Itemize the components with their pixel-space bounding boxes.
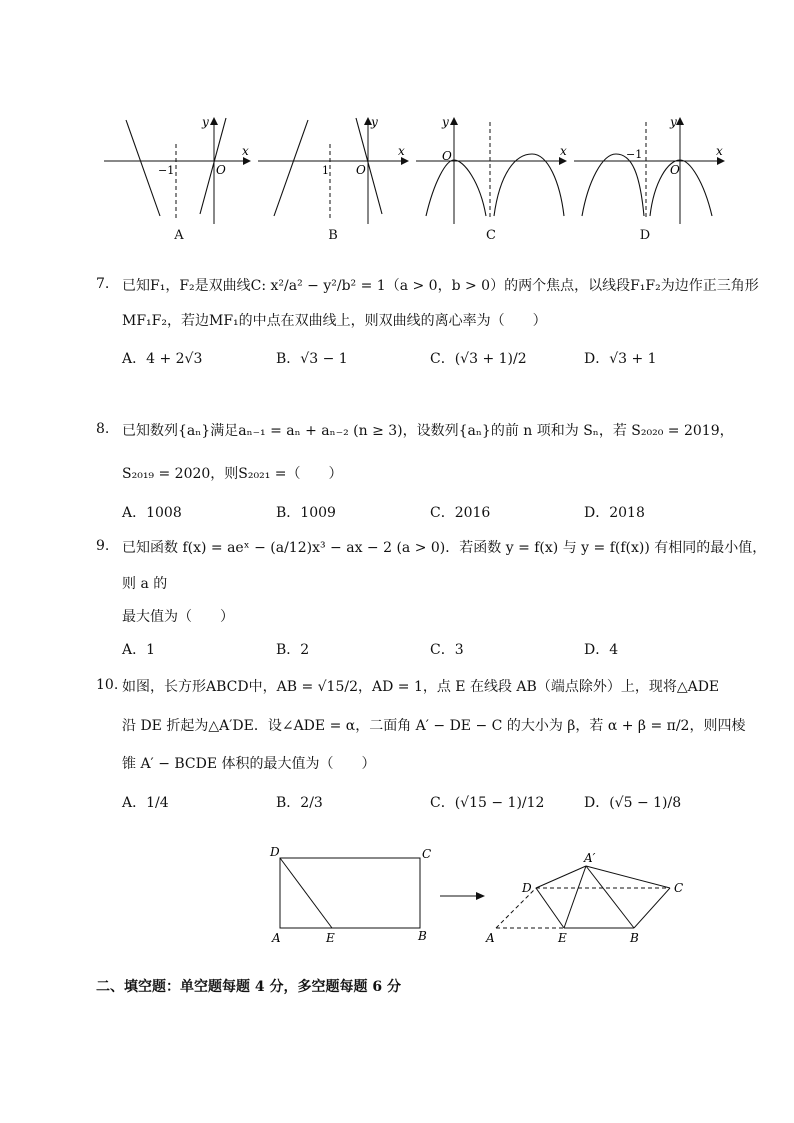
point-label: B [418,929,427,943]
point-label: E [558,931,567,945]
point-label: A [272,931,281,945]
origin-label: O [216,163,226,177]
origin-label: O [670,163,680,177]
question-text-line: MF₁F₂，若边MF₁的中点在双曲线上，则双曲线的离心率为（ ） [122,313,547,329]
x-axis-label: x [242,144,249,158]
point-label: C [674,881,684,895]
question-text-line: 已知数列{aₙ}满足aₙ₋₁ = aₙ + aₙ₋₂ (n ≥ 3)，设数列{aₙ}的前 n 项和为 Sₙ，若 S₂₀₂₀ = 2019， [122,423,734,439]
option-c[interactable]: C．(√3 + 1)/2 [430,351,527,367]
question-text-line: 最大值为（ ） [122,609,234,625]
graph-caption-a: A [174,228,184,243]
question-text-line: 已知函数 f(x) = aeˣ − (a/12)x³ − ax − 2 (a > 0)．若函数 y = f(x) 与 y = f(f(x)) 有相同的最小值， [122,540,767,556]
rectangle-abcd [269,845,431,945]
question-number: 10. [96,677,119,693]
tick-label: −1 [626,148,643,161]
question-text-line: 锥 A′ − BCDE 体积的最大值为（ ） [122,756,376,772]
y-axis-label: y [202,115,209,129]
option-b[interactable]: B．2/3 [276,795,323,811]
question-text-line: 沿 DE 折起为△A′DE．设∠ADE = α，二面角 A′ − DE − C 的大小为 β，若 α + β = π/2，则四棱 [122,718,746,734]
folded-pyramid [485,851,683,945]
y-axis-label: y [670,115,677,129]
y-axis-label: y [371,115,378,129]
option-c[interactable]: C．(√15 − 1)/12 [430,795,545,811]
x-axis-label: x [716,144,723,158]
point-label: D [522,881,532,895]
question-number: 9. [96,538,110,554]
option-b[interactable]: B．2 [276,642,310,658]
graph-b [258,115,408,224]
point-label: D [270,845,280,859]
folding-figure [266,842,706,952]
option-b[interactable]: B．√3 − 1 [276,351,348,367]
point-label: C [422,847,432,861]
point-label: E [326,931,335,945]
question-text-line: 如图，长方形ABCD中，AB = √15/2，AD = 1，点 E 在线段 AB（端点除外）上，现将△ADE [122,679,720,695]
option-a[interactable]: A．4 + 2√3 [122,351,203,367]
point-label: A [486,931,495,945]
point-label: B [630,931,639,945]
x-axis-label: x [398,144,405,158]
tick-label: −1 [158,164,175,177]
origin-label: O [442,149,452,163]
option-d[interactable]: D．√3 + 1 [584,351,657,367]
option-c[interactable]: C．3 [430,642,464,658]
option-a[interactable]: A．1/4 [122,795,169,811]
graph-d [574,115,724,224]
graph-c [416,115,567,224]
option-c[interactable]: C．2016 [430,505,491,521]
option-b[interactable]: B．1009 [276,505,336,521]
question-text-line: 已知F₁，F₂是双曲线C: x²/a² − y²/b² = 1（a > 0，b > 0）的两个焦点，以线段F₁F₂为边作正三角形 [122,278,759,294]
option-a[interactable]: A．1 [122,642,156,658]
question-number: 7. [96,276,110,292]
option-d[interactable]: D．4 [584,642,619,658]
question-text-line: 则 a 的 [122,576,168,592]
question-text-line: S₂₀₁₉ = 2020，则S₂₀₂₁ =（ ） [122,466,343,482]
tick-label: 1 [322,164,329,177]
graph-a [104,115,250,224]
option-d[interactable]: D．2018 [584,505,645,521]
graph-caption-c: C [486,228,496,243]
option-d[interactable]: D．(√5 − 1)/8 [584,795,682,811]
section-heading: 二、填空题：单空题每题 4 分，多空题每题 6 分 [96,979,401,995]
y-axis-label: y [442,115,449,129]
function-graphs [98,112,728,242]
question-number: 8. [96,421,110,437]
graph-caption-d: D [639,228,651,243]
point-label: A′ [584,851,596,865]
origin-label: O [356,163,366,177]
option-a[interactable]: A．1008 [122,505,182,521]
x-axis-label: x [560,144,567,158]
graph-caption-b: B [328,228,338,243]
